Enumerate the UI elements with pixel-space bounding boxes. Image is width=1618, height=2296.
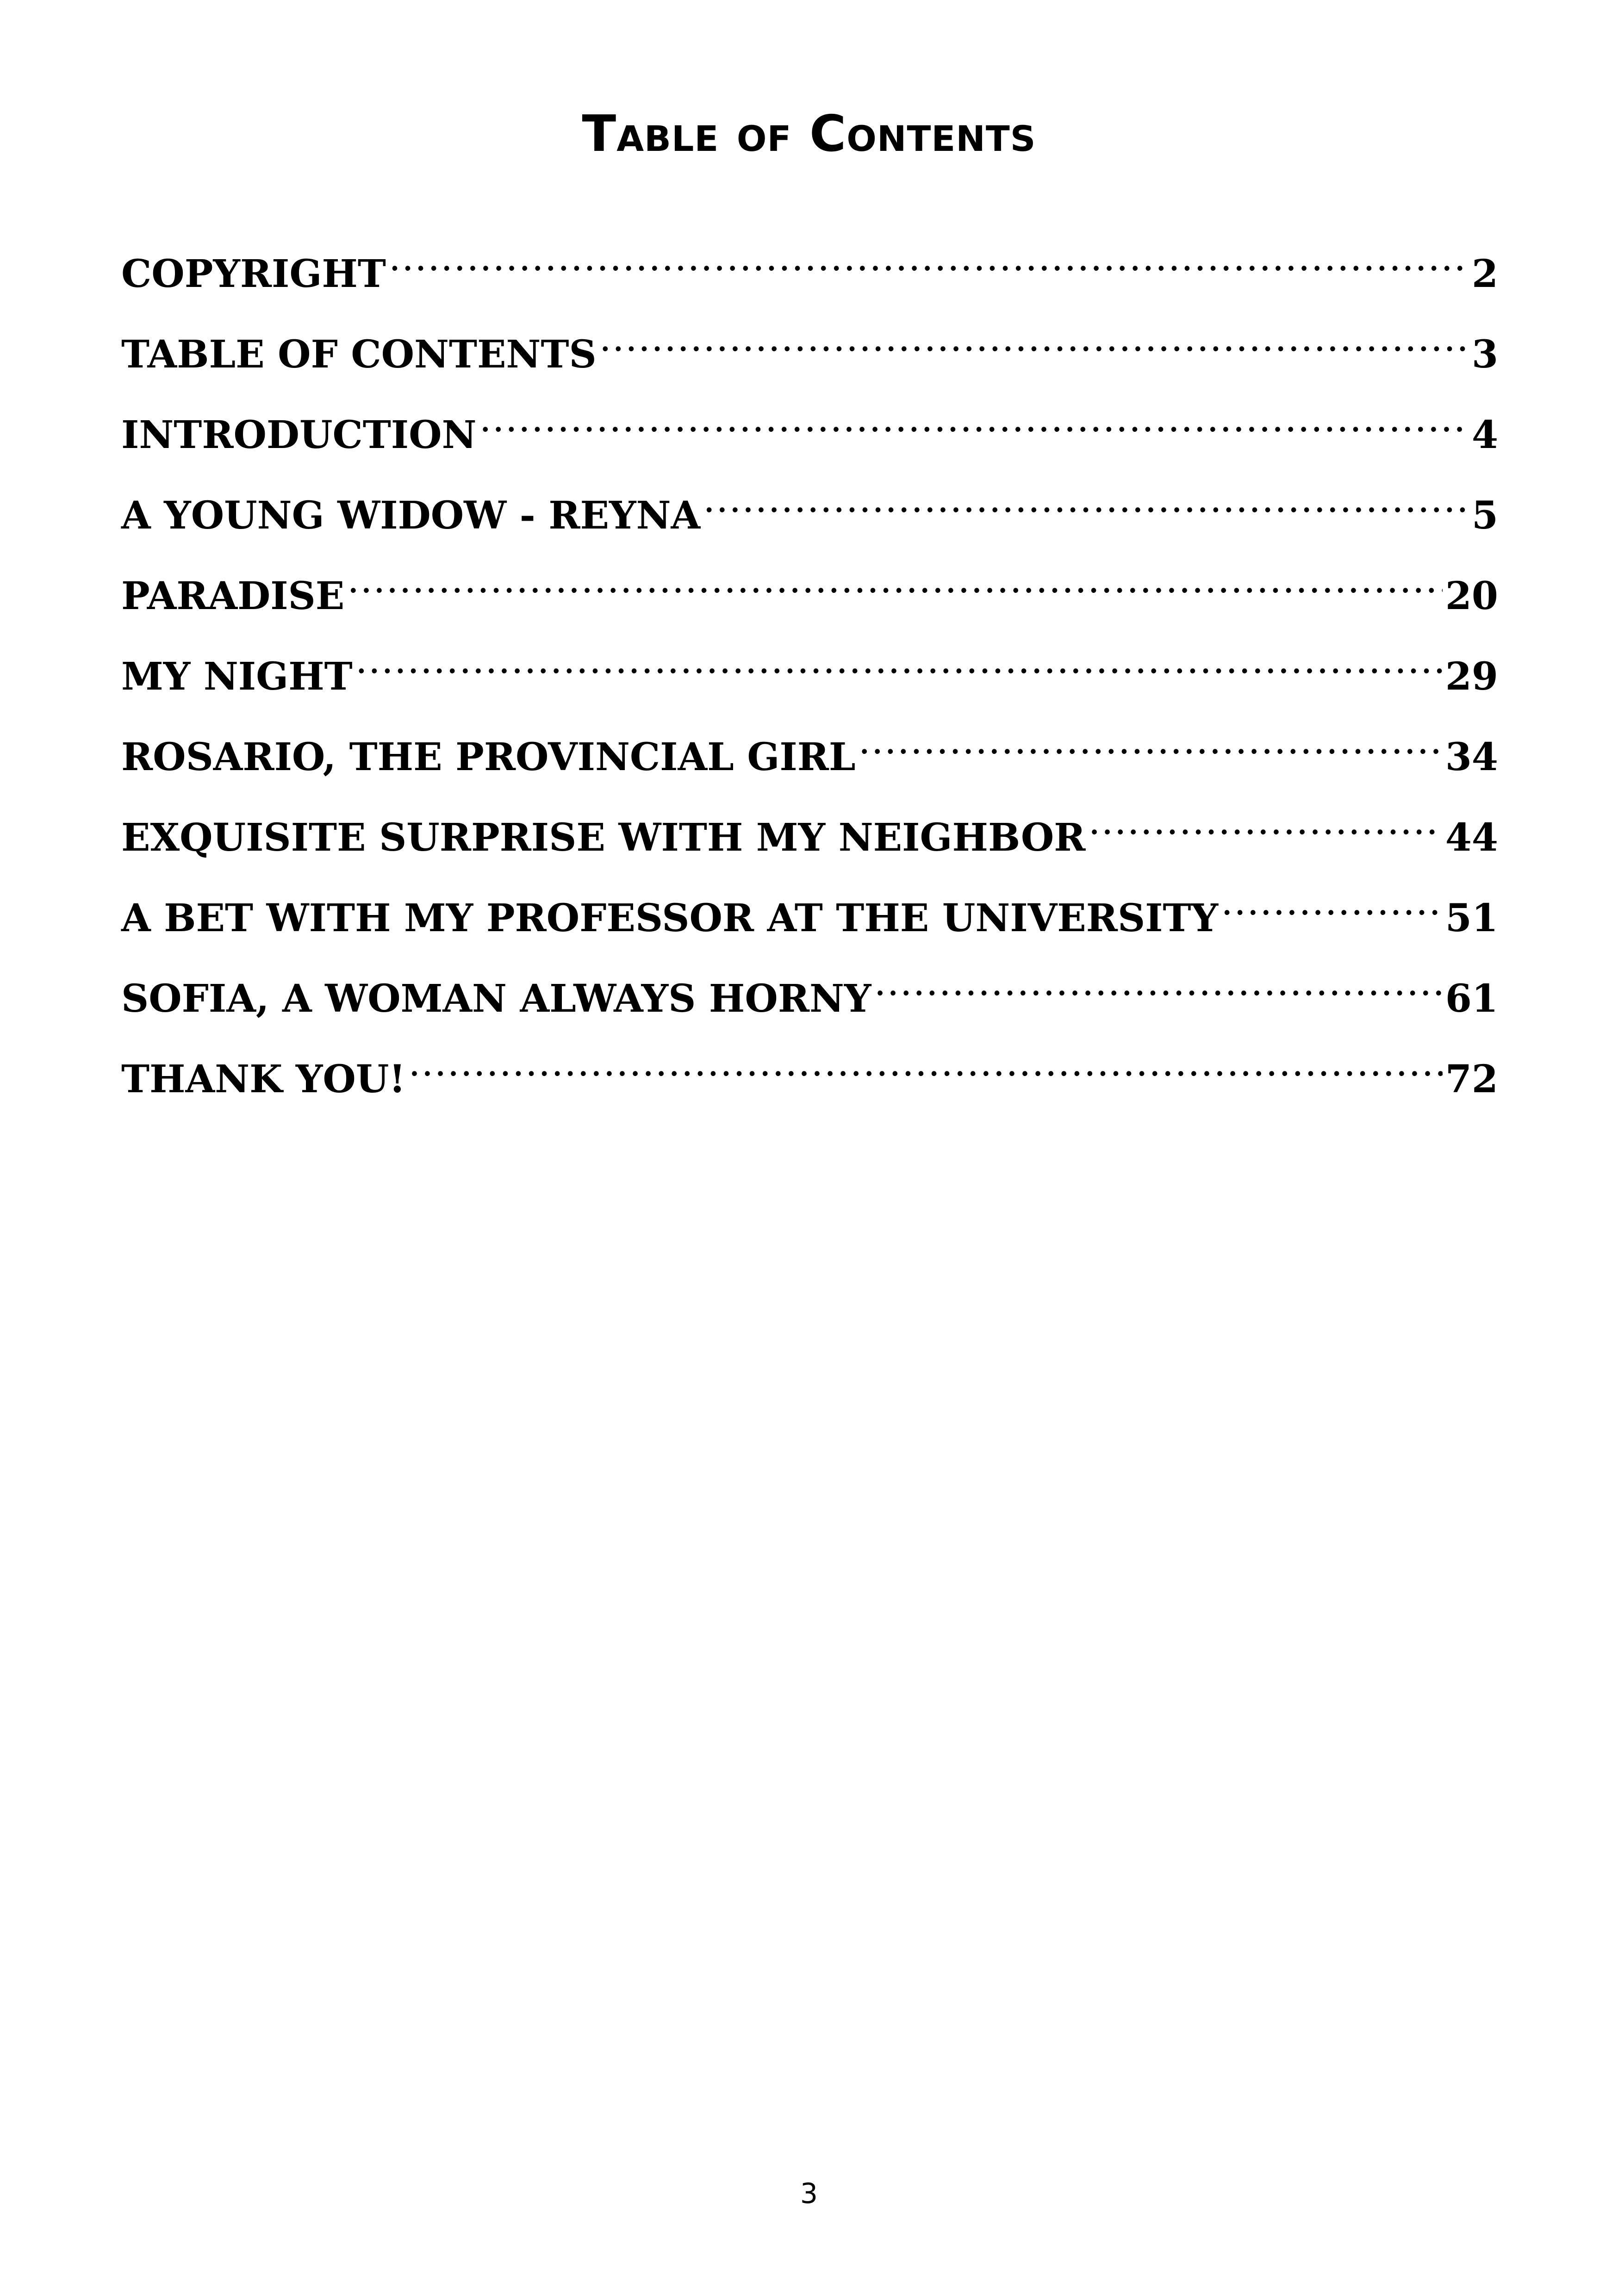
dot-leader (703, 473, 1469, 529)
toc-entry-page: 51 (1445, 896, 1498, 940)
toc-entry-page: 72 (1445, 1057, 1498, 1101)
toc-entry-page: 2 (1471, 252, 1498, 296)
toc-entry-page: 34 (1445, 735, 1498, 779)
table-of-contents (121, 231, 1498, 1117)
toc-entry-label: EXQUISITE SURPRISE WITH MY NEIGHBOR (121, 815, 1086, 860)
toc-entry-page: 3 (1471, 332, 1498, 377)
toc-entry-label: TABLE OF CONTENTS (121, 332, 597, 377)
toc-entry-page: 29 (1445, 654, 1498, 699)
toc-entry-label: THANK YOU! (121, 1057, 406, 1101)
toc-entry-page: 5 (1471, 493, 1498, 538)
dot-leader (1221, 876, 1443, 931)
dot-leader (1088, 795, 1442, 851)
toc-entry-page: 20 (1445, 574, 1498, 618)
toc-entry-exquisite-surprise[interactable] (121, 795, 1498, 876)
toc-entry-a-bet-with-my-professor[interactable] (121, 876, 1498, 956)
toc-entry-paradise[interactable] (121, 554, 1498, 634)
toc-entry-label: A YOUNG WIDOW - REYNA (121, 493, 701, 538)
toc-entry-page: 44 (1445, 815, 1498, 860)
toc-entry-label: COPYRIGHT (121, 252, 386, 296)
dot-leader (347, 554, 1443, 609)
toc-entry-table-of-contents[interactable] (121, 312, 1498, 392)
toc-entry-page: 61 (1445, 977, 1498, 1021)
toc-entry-rosario[interactable] (121, 715, 1498, 795)
dot-leader (599, 312, 1469, 367)
toc-entry-introduction[interactable] (121, 392, 1498, 473)
toc-entry-page: 4 (1471, 413, 1498, 457)
toc-entry-label: MY NIGHT (121, 654, 353, 699)
dot-leader (389, 231, 1469, 287)
dot-leader (355, 634, 1443, 690)
toc-entry-label: INTRODUCTION (121, 413, 477, 457)
toc-entry-a-young-widow[interactable] (121, 473, 1498, 554)
dot-leader (479, 392, 1469, 448)
dot-leader (874, 956, 1442, 1012)
toc-entry-label: SOFIA, A WOMAN ALWAYS HORNY (121, 977, 871, 1021)
toc-entry-sofia[interactable] (121, 956, 1498, 1037)
toc-entry-label: A BET WITH MY PROFESSOR AT THE UNIVERSITY (121, 896, 1219, 940)
toc-entry-label: PARADISE (121, 574, 345, 618)
page-number: 3 (800, 2178, 818, 2210)
toc-entry-thank-you[interactable] (121, 1037, 1498, 1117)
dot-leader (408, 1037, 1443, 1092)
dot-leader (859, 715, 1443, 770)
toc-entry-my-night[interactable] (121, 634, 1498, 715)
page-title: Table of Contents (582, 105, 1036, 163)
toc-entry-copyright[interactable] (121, 231, 1498, 312)
toc-entry-label: ROSARIO, THE PROVINCIAL GIRL (121, 735, 856, 779)
